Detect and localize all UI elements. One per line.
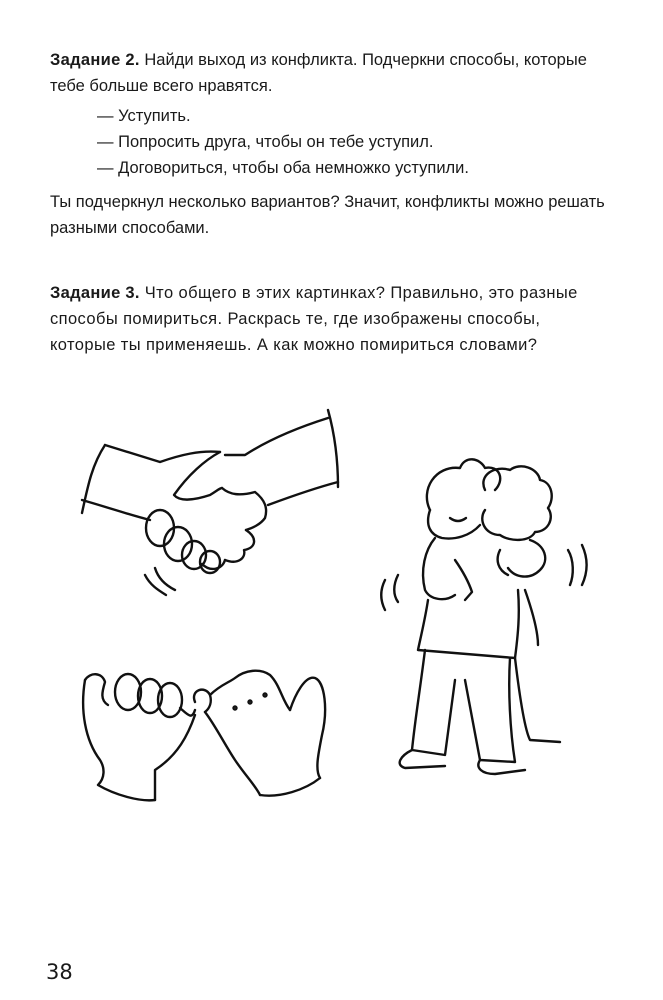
task-2-text: Найди выход из конфликта. Подчеркни способы, которые тебе больше всего нравятся.: [50, 51, 587, 95]
option-yield: — Уступить.: [97, 107, 191, 125]
pinky-swear-icon: [70, 660, 350, 820]
hugging-children-icon: [370, 440, 610, 780]
task-2-options: [97, 103, 469, 181]
handshake-icon: [70, 400, 370, 600]
task-2-summary: Ты подчеркнул несколько вариантов? Значит, конфликты можно решать разными способами.: [50, 193, 605, 237]
task-2-paragraph: [50, 47, 610, 99]
option-agree: — Договориться, чтобы оба немножко уступили.: [97, 159, 469, 177]
option-ask-friend: — Попросить друга, чтобы он тебе уступил.: [97, 133, 434, 151]
task-2-label: Задание 2.: [50, 51, 140, 69]
page-number: 38: [46, 960, 73, 984]
task-3-paragraph: [50, 280, 610, 358]
task-3-label: Задание 3.: [50, 284, 140, 302]
task-3-text: Что общего в этих картинках? Правильно, это разные способы помириться. Раскрась те, где изображены способы, которые ты применяешь. А как можно помириться словами?: [50, 284, 578, 354]
